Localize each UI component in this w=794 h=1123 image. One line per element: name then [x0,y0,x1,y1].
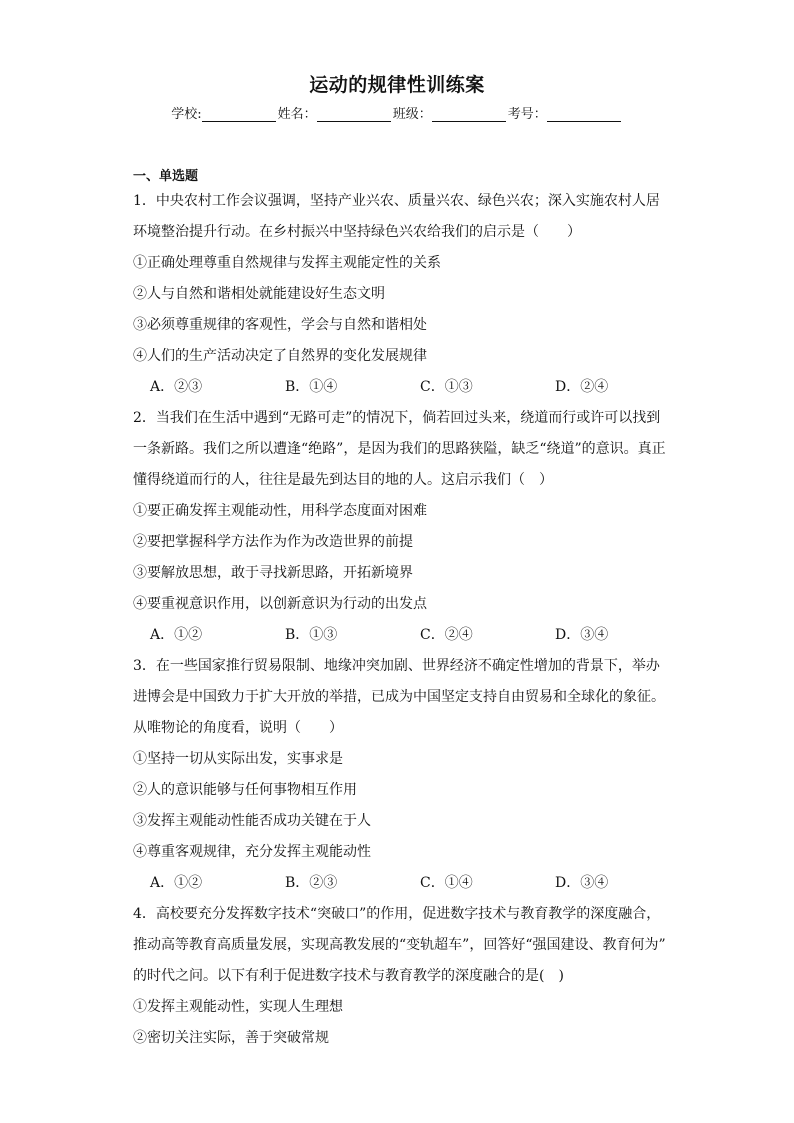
option-c[interactable]: C．①③ [420,379,473,395]
statement: ④尊重客观规律，充分发挥主观能动性 [133,844,371,860]
class-blank[interactable] [432,107,506,122]
section-heading: 一、单选题 [133,169,199,184]
question-stem-line: 的时代之问。以下有利于促进数字技术与教育教学的深度融合的是( ) [133,968,564,984]
class-label: 班级： [392,107,432,122]
option-c[interactable]: C．①④ [420,875,473,891]
statement: ②人的意识能够与任何事物相互作用 [133,782,357,798]
option-b[interactable]: B．②③ [285,875,338,891]
question-4 [133,899,673,1054]
name-label: 姓名： [277,107,317,122]
answer-options [133,372,673,403]
statement: ①发挥主观能动性，实现人生理想 [133,999,343,1015]
page-title: 运动的规律性训练案 [309,74,485,96]
question-stem-line: 1．中央农村工作会议强调，坚持产业兴农、质量兴农、绿色兴农；深入实施农村人居 [133,193,660,209]
name-blank[interactable] [317,107,391,122]
option-a[interactable]: A．①② [150,627,203,643]
statement: ②人与自然和谐相处就能建设好生态文明 [133,286,385,302]
question-stem-line: 环境整治提升行动。在乡村振兴中坚持绿色兴农给我们的启示是（ ） [133,224,581,240]
option-d[interactable]: D．②④ [555,379,609,395]
option-d[interactable]: D．③④ [555,627,609,643]
question-3 [133,651,673,899]
statement: ①要正确发挥主观能动性，用科学态度面对困难 [133,503,427,519]
statement: ③必须尊重规律的客观性，学会与自然和谐相处 [133,317,427,333]
statement: ④要重视意识作用，以创新意识为行动的出发点 [133,596,427,612]
question-2 [133,403,673,651]
school-blank[interactable] [202,107,276,122]
answer-options [133,868,673,899]
exam-number-blank[interactable] [547,107,621,122]
statement: ①坚持一切从实际出发，实事求是 [133,751,343,767]
option-a[interactable]: A．②③ [150,379,203,395]
question-1 [133,186,673,403]
question-list [133,186,673,1054]
statement: ②密切关注实际，善于突破常规 [133,1030,329,1046]
answer-options [133,620,673,651]
question-stem-line: 一条新路。我们之所以遭逢“绝路”，是因为我们的思路狭隘，缺乏“绕道”的意识。真正 [133,441,666,457]
question-stem-line: 4．高校要充分发挥数字技术“突破口”的作用，促进数字技术与教育教学的深度融合， [133,906,661,922]
option-c[interactable]: C．②④ [420,627,473,643]
option-b[interactable]: B．①④ [285,379,338,395]
option-d[interactable]: D．③④ [555,875,609,891]
statement: ③发挥主观能动性能否成功关键在于人 [133,813,371,829]
question-stem-line: 懂得绕道而行的人，往往是最先到达目的地的人。这启示我们（ ） [133,472,553,488]
question-stem-line: 3．在一些国家推行贸易限制、地缘冲突加剧、世界经济不确定性增加的背景下，举办 [133,658,660,674]
question-stem-line: 推动高等教育高质量发展，实现高教发展的“变轨超车”，回答好“强国建设、教育何为” [133,937,666,953]
question-stem-line: 从唯物论的角度看，说明（ ） [133,720,343,736]
exam-number-label: 考号： [507,107,547,122]
question-stem-line: 进博会是中国致力于扩大开放的举措，已成为中国坚定支持自由贸易和全球化的象征。 [133,689,665,705]
option-a[interactable]: A．①② [150,875,203,891]
statement: ②要把掌握科学方法作为作为改造世界的前提 [133,534,413,550]
option-b[interactable]: B．①③ [285,627,338,643]
statement: ④人们的生产活动决定了自然界的变化发展规律 [133,348,427,364]
school-label: 学校: [171,107,202,122]
question-stem-line: 2．当我们在生活中遇到“无路可走”的情况下，倘若回过头来，绕道而行或许可以找到 [133,410,661,426]
student-info-row [0,103,794,122]
statement: ③要解放思想，敢于寻找新思路，开拓新境界 [133,565,413,581]
statement: ①正确处理尊重自然规律与发挥主观能定性的关系 [133,255,441,271]
